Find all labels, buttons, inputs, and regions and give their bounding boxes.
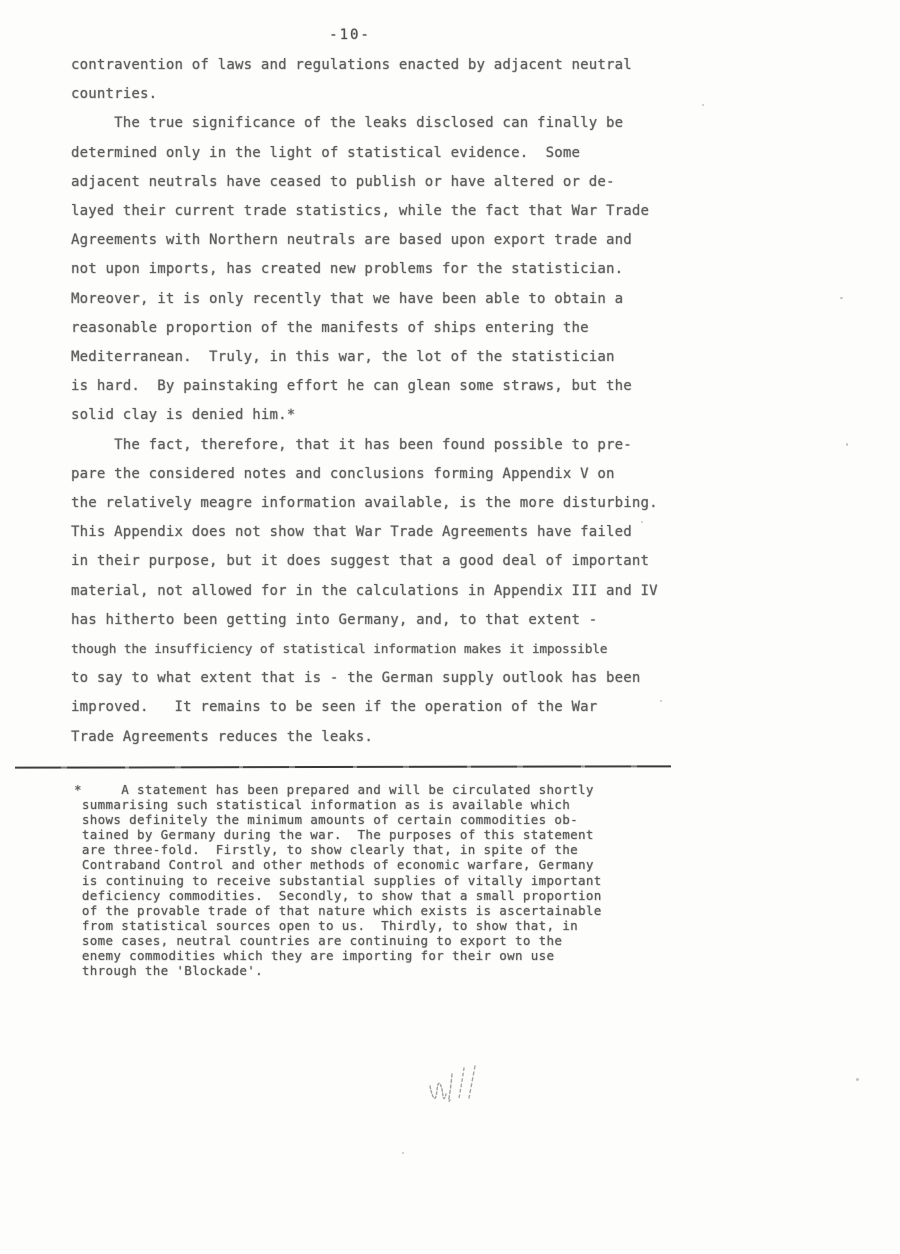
handwritten-pencil-mark <box>418 1052 508 1122</box>
body-line: though the insufficiency of statistical information makes it impossible <box>71 642 608 658</box>
body-line: adjacent neutrals have ceased to publish or have altered or de- <box>71 173 615 190</box>
footnote-separator-rule <box>15 765 671 768</box>
scan-speck <box>846 443 848 446</box>
footnote-line: Contraband Control and other methods of economic warfare, Germany <box>74 857 594 873</box>
body-line: The fact, therefore, that it has been found possible to pre- <box>71 436 632 453</box>
scan-speck <box>840 297 843 299</box>
scan-speck <box>660 700 662 702</box>
scan-speck <box>856 1078 859 1081</box>
body-line: contravention of laws and regulations enacted by adjacent neutral <box>71 57 632 73</box>
footnote-line: from statistical sources open to us. Thirdly, to show that, in <box>74 917 579 933</box>
footnote-line: through the 'Blockade'. <box>74 963 264 979</box>
footnote-line: is continuing to receive substantial supplies of vitally important <box>74 872 602 888</box>
footnote-line: enemy commodities which they are importing for their own use <box>74 948 555 964</box>
body-line: not upon imports, has created new problems for the statistician. <box>71 261 624 278</box>
footnote-line: * A statement has been prepared and will be circulated shortly <box>74 782 594 797</box>
body-line: Trade Agreements reduces the leaks. <box>71 728 374 745</box>
body-line: to say to what extent that is - the German supply outlook has been <box>71 670 641 687</box>
document-body <box>71 51 691 752</box>
body-line: is hard. By painstaking effort he can glean some straws, but the <box>71 378 632 395</box>
body-line: the relatively meagre information available, is the more disturbing. <box>71 495 658 512</box>
scan-speck <box>702 104 704 106</box>
footnote-line: of the provable trade of that nature which exists is ascertainable <box>74 902 602 918</box>
body-line: countries. <box>71 86 158 103</box>
body-line: Moreover, it is only recently that we have been able to obtain a <box>71 290 624 307</box>
footnote-line: deficiency commodities. Secondly, to show that a small proportion <box>74 887 602 903</box>
body-line: improved. It remains to be seen if the operation of the War <box>71 699 598 716</box>
body-line: determined only in the light of statistical evidence. Some <box>71 144 581 161</box>
body-line: Mediterranean. Truly, in this war, the lot of the statistician <box>71 349 615 366</box>
body-line: reasonable proportion of the manifests of ships entering the <box>71 319 589 336</box>
body-line: This Appendix does not show that War Trade Agreements have failed <box>71 524 632 541</box>
body-line-with-footnote-ref: solid clay is denied him.* <box>71 407 296 424</box>
page-number: -10- <box>329 27 371 43</box>
body-line: The true significance of the leaks disclosed can finally be <box>71 115 624 132</box>
body-line: pare the considered notes and conclusions forming Appendix V on <box>71 465 615 482</box>
body-line: material, not allowed for in the calculations in Appendix III and IV <box>71 582 658 599</box>
body-line: layed their current trade statistics, while the fact that War Trade <box>71 203 650 220</box>
footnote-block <box>74 782 674 978</box>
footnote-line: some cases, neutral countries are continuing to export to the <box>74 932 563 948</box>
footnote-line: summarising such statistical information as is available which <box>74 797 571 813</box>
scan-speck <box>641 521 643 523</box>
body-line: Agreements with Northern neutrals are based upon export trade and <box>71 232 632 249</box>
scan-speck <box>402 1152 404 1154</box>
footnote-line: shows definitely the minimum amounts of certain commodities ob- <box>74 812 579 828</box>
footnote-line: are three-fold. Firstly, to show clearly that, in spite of the <box>74 842 579 858</box>
body-line: has hitherto been getting into Germany, and, to that extent - <box>71 611 598 628</box>
footnote-line: tained by Germany during the war. The purposes of this statement <box>74 827 594 843</box>
body-line: in their purpose, but it does suggest that a good deal of important <box>71 553 650 570</box>
